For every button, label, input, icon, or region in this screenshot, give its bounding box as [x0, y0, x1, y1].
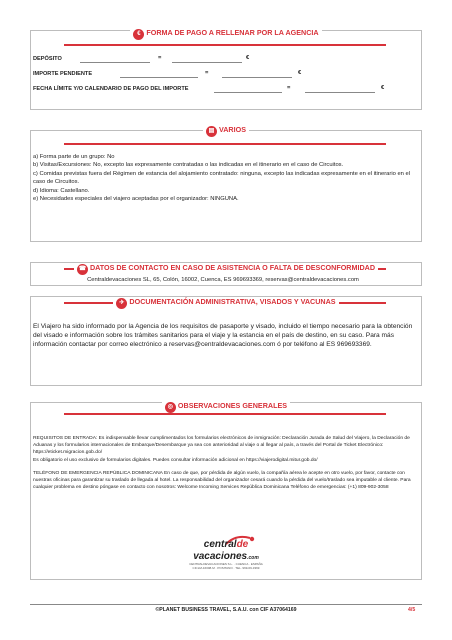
logo-subline: CICLM-16008-M · POSITANO · TEL. 969-69-3369: [192, 566, 260, 570]
varios-title-text: VARIOS: [218, 125, 247, 134]
deposit-equals: =: [158, 55, 162, 61]
contact-title-text: DATOS DE CONTACTO EN CASO DE ASISTENCIA O FALTA DE DESCONFORMIDAD: [89, 263, 376, 272]
passport-icon: ✈: [116, 298, 127, 309]
deposit-amount-field[interactable]: [172, 62, 242, 63]
pending-field[interactable]: [120, 77, 198, 78]
page-number: 4/5: [408, 607, 416, 613]
logo-word-central: central: [203, 539, 237, 550]
list-item: b) Visitas/Excursiones: No, excepto las expresamente contratadas o las indicadas en el itinerario en el caso de Circuitos.: [33, 162, 344, 169]
logo-subline: CENTRALDEVACACIONES S.L. · CUENCA · ESPAÑA: [189, 562, 263, 566]
obs-title-text: OBSERVACIONES GENERALES: [177, 401, 288, 410]
pending-amount-field[interactable]: [222, 77, 292, 78]
payment-title: [0, 28, 452, 40]
euro-icon: €: [133, 29, 144, 40]
docs-title: [0, 297, 452, 309]
contact-title: [0, 263, 452, 275]
docs-title-text: DOCUMENTACIÓN ADMINISTRATIVA, VISADOS Y VACUNAS: [129, 297, 336, 306]
deadline-amount-field[interactable]: [305, 92, 375, 93]
contact-icon: ☎: [77, 264, 88, 275]
logo-subtext: [166, 562, 286, 570]
footer-text: ©PLANET BUSINESS TRAVEL, S.A.U. con CIF A37064169: [155, 607, 297, 613]
document-icon: ▤: [206, 126, 217, 137]
logo-word-vacaciones: vacaciones: [193, 551, 248, 562]
obs-paragraph: REQUISITOS DE ENTRADA: Es indispensable llevar cumplimentados los formularios electrónicos de inmigración: Declaración Jurada de Salud del Viajero, la Declaración de Aduanas y los formularios internacionales de Embarque/Desembarque ya sea con anterioridad al viaje o al llegar al país, a través del Portal de Ticket Electrónico: https://eticket.migracion.gob.do/: [33, 436, 410, 456]
deposit-currency: €: [246, 55, 250, 61]
varios-list: [33, 153, 413, 203]
obs-body: [33, 435, 419, 491]
varios-title: [0, 125, 452, 137]
docs-text: El Viajero ha sido informado por la Agencia de los requisitos de pasaporte y visado, incluido el tiempo necesario para la obtención del visado e información sobre los trámites sanitarios para el viaje y la estancia en el país de destino, en su caso. Para más información contactar por correo electrónico a reservas@centraldevacaciones.com ó por teléfono al ES 969693369.: [33, 323, 413, 348]
obs-divider: [64, 413, 386, 415]
obs-paragraph: TELÉFONO DE EMERGENCIA REPÚBLICA DOMINICANA En caso de que, por pérdida de algún vuelo, la compañía aérea le acepte en otro vuelo, por favor, contacte con nuestras oficinas para garantizar su traslado de llegada al hotel. La responsabilidad del organizador cesará cuando la pérdida del vuelo/traslado sea imputable al cliente. Para cualquier problema en destino póngase en contacto con nosotros: Welcome Incoming Services República Dominicana Teléfono de emergencias: (+1) 809-902-3058: [33, 470, 411, 491]
deposit-field[interactable]: [80, 62, 150, 63]
list-item: c) Comidas previstas fuera del Régimen de estancia del alojamiento contratado: ninguna, excepto las indicadas expresamente en el itinerario en el caso de Circuitos.: [33, 170, 411, 186]
obs-title: [0, 401, 452, 413]
payment-section: [30, 30, 422, 110]
varios-divider: [64, 143, 386, 145]
payment-divider: [64, 44, 386, 46]
company-logo: [166, 530, 286, 574]
logo-word-de: de: [236, 539, 249, 550]
pending-currency: €: [298, 70, 302, 76]
deadline-currency: €: [381, 85, 385, 91]
globe-icon: ◎: [165, 402, 176, 413]
list-item: e) Necesidades especiales del viajero aceptadas por el organizador: NINGUNA.: [33, 196, 239, 203]
pending-equals: =: [205, 70, 209, 76]
deadline-field[interactable]: [214, 92, 282, 93]
deadline-label: FECHA LÍMITE Y/O CALENDARIO DE PAGO DEL IMPORTE: [33, 86, 189, 92]
payment-title-text: FORMA DE PAGO A RELLENAR POR LA AGENCIA: [146, 28, 319, 37]
list-item: d) Idioma: Castellano.: [33, 187, 90, 194]
pending-label: IMPORTE PENDIENTE: [33, 71, 93, 77]
obs-paragraph: Es obligatorio el uso exclusivo de formularios digitales. Puedes consultar información adicional en https://viajerodigital.mitur.gob.do/: [33, 457, 318, 463]
deposit-label: DEPÓSITO: [33, 56, 62, 62]
contact-text: Centraldevacaciones SL, 65, Colón, 16002, Cuenca, ES 969693369, reservas@centraldevacaciones.com: [87, 277, 359, 283]
list-item: a) Forma parte de un grupo: No: [33, 154, 115, 160]
logo-suffix: .com: [247, 555, 259, 561]
footer-divider: [30, 604, 422, 605]
deadline-equals: =: [287, 85, 291, 91]
